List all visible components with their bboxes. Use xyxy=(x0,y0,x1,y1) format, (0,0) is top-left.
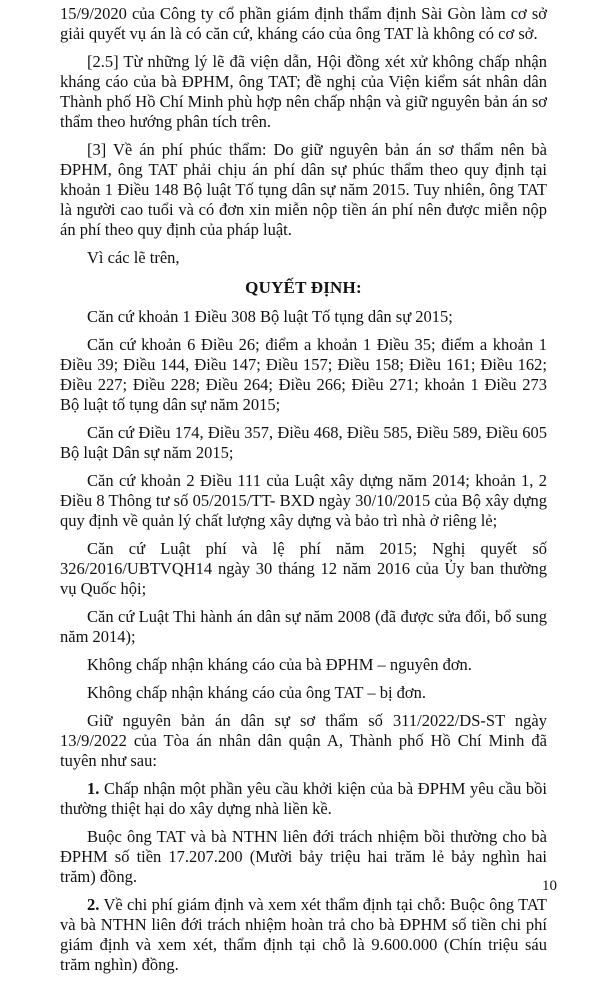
decision-basis-2: Căn cứ khoản 6 Điều 26; điểm a khoản 1 Điều 35; điểm a khoản 1 Điều 39; Điều 144, Điều 147; Điều 157; Điều 158; Điều 161; Điều 162; Điều 227; Điều 228; Điều 264; Điều 266; Điều 271; khoản 1 Điều 273 Bộ luật tố tụng dân sự năm 2015; xyxy=(60,335,547,414)
paragraph-reasons: Vì các lẽ trên, xyxy=(87,248,180,267)
decision-basis-3: Căn cứ Điều 174, Điều 357, Điều 468, Điều 585, Điều 589, Điều 605 Bộ luật Dân sự năm 2015; xyxy=(60,423,547,462)
document-body xyxy=(60,4,547,983)
paragraph-continuation: 15/9/2020 của Công ty cổ phần giám định thẩm định Sài Gòn làm cơ sở giải quyết vụ án là có căn cứ, kháng cáo của ông TAT là không có cơ sở. xyxy=(60,4,547,43)
ruling-item-2-text: Về chi phí giám định và xem xét thẩm định tại chỗ: Buộc ông TAT và bà NTHN liên đới trách nhiệm hoàn trả cho bà ĐPHM số tiền chi phí giám định và xem xét, thẩm định tại chỗ là 9.600.000 (Chín triệu sáu trăm nghìn) đồng. xyxy=(60,895,547,974)
paragraph-2-5: [2.5] Từ những lý lẽ đã viện dẫn, Hội đồng xét xử không chấp nhận kháng cáo của bà ĐPHM, ông TAT; đề nghị của Viện kiểm sát nhân dân Thành phố Hồ Chí Minh phù hợp nên chấp nhận và giữ nguyên bản án sơ thẩm theo hướng phân tích trên. xyxy=(60,52,547,131)
ruling-item-1-text: Chấp nhận một phần yêu cầu khởi kiện của bà ĐPHM yêu cầu bồi thường thiệt hại do xây dựng nhà liền kề. xyxy=(60,779,547,818)
reject-appeal-plaintiff: Không chấp nhận kháng cáo của bà ĐPHM – nguyên đơn. xyxy=(87,655,472,674)
ruling-item-1-number: 1. xyxy=(87,779,100,798)
paragraph-3-court-fee: [3] Về án phí phúc thẩm: Do giữ nguyên bản án sơ thẩm nên bà ĐPHM, ông TAT phải chịu án phí dân sự phúc thẩm theo quy định tại khoản 1 Điều 148 Bộ luật Tố tụng dân sự năm 2015. Tuy nhiên, ông TAT là người cao tuổi và có đơn xin miễn nộp tiền án phí nên được miễn nộp án phí theo quy định của pháp luật. xyxy=(60,140,547,239)
decision-basis-4: Căn cứ khoản 2 Điều 111 của Luật xây dựng năm 2014; khoản 1, 2 Điều 8 Thông tư số 05/2015/TT- BXD ngày 30/10/2015 của Bộ xây dựng quy định về quản lý chất lượng xây dựng và bảo trì nhà ở riêng lẻ; xyxy=(60,471,547,530)
ruling-item-1 xyxy=(60,779,547,819)
decision-basis-1: Căn cứ khoản 1 Điều 308 Bộ luật Tố tụng dân sự 2015; xyxy=(87,307,453,326)
ruling-item-1-detail: Buộc ông TAT và bà NTHN liên đới trách nhiệm bồi thường cho bà ĐPHM số tiền 17.207.200 (Mười bảy triệu hai trăm lẻ bảy nghìn hai trăm) đồng. xyxy=(60,827,547,886)
decision-basis-6: Căn cứ Luật Thi hành án dân sự năm 2008 (đã được sửa đổi, bổ sung năm 2014); xyxy=(60,607,547,646)
decision-heading: QUYẾT ĐỊNH: xyxy=(245,278,362,297)
uphold-judgment: Giữ nguyên bản án dân sự sơ thẩm số 311/2022/DS-ST ngày 13/9/2022 của Tòa án nhân dân quận A, Thành phố Hồ Chí Minh đã tuyên như sau: xyxy=(60,711,547,770)
page-number: 10 xyxy=(542,878,557,894)
reject-appeal-defendant: Không chấp nhận kháng cáo của ông TAT – bị đơn. xyxy=(87,683,427,702)
ruling-item-2 xyxy=(60,895,547,975)
decision-basis-5: Căn cứ Luật phí và lệ phí năm 2015; Nghị quyết số 326/2016/UBTVQH14 ngày 30 tháng 12 năm 2016 của Ủy ban thường vụ Quốc hội; xyxy=(60,539,547,598)
ruling-item-2-number: 2. xyxy=(87,895,100,914)
